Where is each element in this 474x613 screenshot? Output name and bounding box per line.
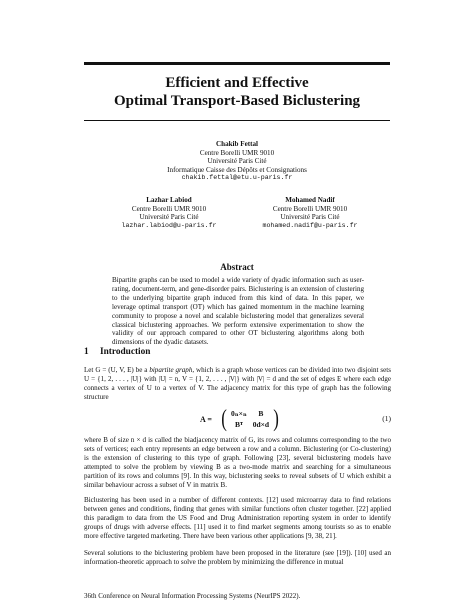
equation-number: (1) (382, 414, 391, 423)
equation-1 (84, 407, 391, 431)
matrix-cell: 0ₙ×ₙ (231, 409, 247, 418)
equation-lhs: A = (200, 414, 212, 424)
matrix-cell: B (258, 409, 264, 418)
abstract-text: Bipartite graphs can be used to model a wide variety of dyadic information such as user-rating, document-term, and gene-disorder pairs. Biclustering is an extension of clustering to the underlying bipartite graph induced from this kind of data. In this paper, we leverage optimal transport (OT) which has gained momentum in the machine learning community to propose a novel and scalable biclustering model that generalizes several classical biclustering approaches. We perform extensive experimentation to show the validity of our approach compared to other OT biclustering algorithms along both dimensions of the dyadic datasets. (112, 276, 364, 347)
author-affiliation: Centre Borelli UMR 9010 (272, 204, 348, 213)
author-3 (245, 196, 375, 230)
section-title: Introduction (100, 347, 151, 357)
title-line-2: Optimal Transport-Based Biclustering (113, 93, 361, 109)
title-top-rule (84, 62, 390, 65)
title-line-1: Efficient and Effective (165, 75, 309, 91)
author-affiliation: Centre Borelli UMR 9010 (131, 204, 207, 213)
block-matrix: ( 0ₙ×ₙ B Bᵀ 0d×d ) (221, 406, 279, 432)
conference-footer: 36th Conference on Neural Information Processing Systems (NeurIPS 2022). (84, 592, 301, 600)
matrix-cell: Bᵀ (234, 420, 243, 429)
author-email[interactable]: chakib.fettal@etu.u-paris.fr (181, 174, 293, 182)
author-affiliation: Université Paris Cité (207, 157, 267, 166)
intro-paragraph-1 (84, 366, 391, 402)
section-number: 1 (84, 347, 89, 357)
author-1 (84, 140, 390, 183)
author-affiliation: Centre Borelli UMR 9010 (199, 148, 275, 157)
author-email[interactable]: mohamed.nadif@u-paris.fr (262, 221, 358, 229)
author-2 (104, 196, 234, 230)
intro-p1-rest: , which is a graph whose vertices can be divided into two disjoint sets U = {1, 2, . . . , |U|} with |U| = n, V = {1, 2, . . . , |V|} with |V| = d and the set of edges E where each edge connects a vertex of U to a vertex of V. The adjacency matrix for this type of graph has the following structure (84, 366, 391, 401)
abstract-heading: Abstract (220, 262, 254, 272)
intro-paragraph-3: Biclustering has been used in a number of different contexts. [12] used microarray data to find relations between genes and conditions, finding that genes with similar functions often cluster together. [22] applied this paradigm to data from the US Food and Drug Administration reporting system in order to identify groups of drugs with adverse effects. [11] used it to find market segments among tourists so as to enable more effective targeted marketing. There have been various other applications [9, 38, 21]. (84, 496, 391, 540)
paper-title (84, 74, 390, 110)
author-affiliation: Informatique Caisse des Dépôts et Consignations (167, 165, 307, 174)
author-name: Chakib Fettal (216, 140, 258, 148)
author-name: Lazhar Labiod (146, 196, 192, 204)
author-email[interactable]: lazhar.labiod@u-paris.fr (121, 221, 217, 229)
intro-paragraph-2: where B of size n × d is called the biadjacency matrix of G, its rows and columns corresponding to the two sets of vertices; each entry represents an edge between a row and a column. Biclustering (or Co-clustering) is the extension of clustering to this type of graph. Following [23], several biclustering models have attempted to solve the problem by viewing B as a two-mode matrix and searching for a simultaneous partition of its rows and columns [9]. In this way, biclustering seeks to reveal subsets of U which exhibit a similar behaviour across a subset of V in matrix B. (84, 436, 391, 489)
section-heading (84, 347, 150, 357)
matrix-cell: 0d×d (252, 420, 270, 429)
intro-p1-start: Let G = (U, V, E) be a (84, 366, 150, 374)
author-name: Mohamed Nadif (285, 196, 335, 204)
intro-paragraph-4: Several solutions to the biclustering problem have been proposed in the literature (see [19]). [10] used an information-theoretic approach to solve the problem by minimizing the difference in mutual (84, 549, 391, 566)
intro-p1-emphasis: bipartite graph (149, 366, 193, 374)
author-affiliation: Université Paris Cité (139, 213, 199, 222)
title-bottom-rule (84, 120, 390, 121)
author-affiliation: Université Paris Cité (280, 213, 340, 222)
